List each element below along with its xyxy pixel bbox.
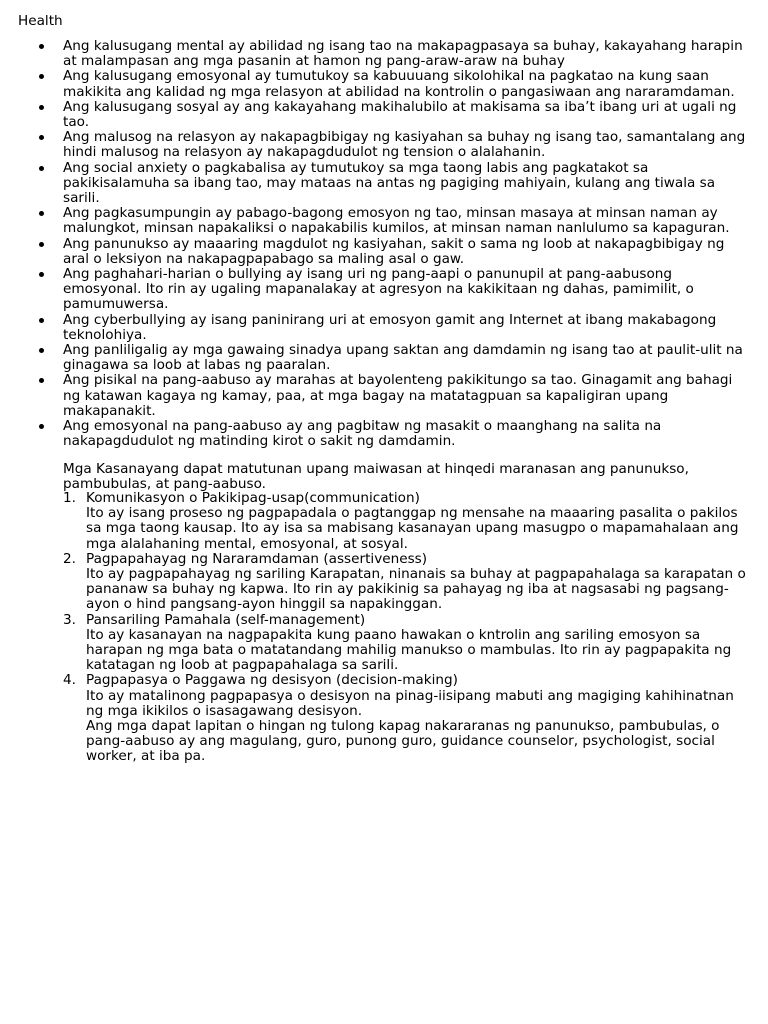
skill-title: Pagpapahayag ng Nararamdaman (assertiveness) [86, 550, 428, 567]
skill-description: Ito ay pagpapahayag ng sariling Karapatan, ninanais sa buhay at pagpapahalaga sa karapatan o pananaw sa buhay ng kapwa. Ito rin ay pakikinig sa pahayag ng iba at nagsasabi ng pagsang-ayon o hind pangsang-ayon hinggil sa napakinggan. [86, 566, 746, 613]
list-item: Ang panunukso ay maaaring magdulot ng kasiyahan, sakit o sama ng loob at nakapagbibigay ng aral o leksiyon na nakapagpapabago sa maling asal o gaw. [63, 237, 753, 267]
skill-title: Pagpapasya o Paggawa ng desisyon (decision-making) [86, 672, 458, 689]
list-item: Ang pagkasumpungin ay pabago-bagong emosyon ng tao, minsan masaya at minsan naman ay malungkot, minsan napakaliksi o napakabilis kumilos, at minsan naman nanlulumo sa kapaguran. [63, 206, 753, 236]
list-item: Ang social anxiety o pagkabalisa ay tumutukoy sa mga taong labis ang pagkatakot sa pakikisalamuha sa ibang tao, may mataas na antas ng pagiging mahiyain, kulang ang tiwala sa sarili. [63, 161, 753, 207]
skill-title: Pansariling Pamahala (self-management) [86, 611, 366, 628]
list-item: Ang cyberbullying ay isang paninirang uri at emosyon gamit ang Internet at ibang makabagong teknolohiya. [63, 313, 753, 343]
list-item: Ang pisikal na pang-aabuso ay marahas at bayolenteng pakikitungo sa tao. Ginagamit ang bahagi ng katawan kagaya ng kamay, paa, at mga bagay na matatagpuan sa kapaligiran upang makapanakit. [63, 373, 753, 419]
skill-description: Ito ay matalinong pagpapasya o desisyon na pinag-iisipang mabuti ang magiging kahihinatnan ng mga ikikilos o isasagawang desisyon. [86, 687, 734, 719]
list-item: Ang kalusugang sosyal ay ang kakayahang makihalubilo at makisama sa iba’t ibang uri at ugali ng tao. [63, 100, 753, 130]
list-item: Ang panliligalig ay mga gawaing sinadya upang saktan ang damdamin ng isang tao at paulit-ulit na ginagawa sa loob at labas ng paaralan. [63, 343, 753, 373]
help-contacts-note: Ang mga dapat lapitan o hingan ng tulong kapag nakararanas ng panunukso, pambubulas, o pang-aabuso ay ang magulang, guro, punong guro, guidance counselor, psychologist, social worker, at iba pa. [86, 718, 720, 765]
skill-item [63, 613, 753, 674]
skill-number: 1. [63, 490, 76, 506]
skill-description: Ito ay isang proseso ng pagpapadala o pagtanggap ng mensahe na maaaring pasalita o pakilos sa mga taong kausap. Ito ay isa sa mabisang kasanayan upang masugpo o mapamahalaan ang mga alalahaning mental, emosyonal, at sosyal. [86, 505, 739, 552]
skill-number: 2. [63, 550, 76, 567]
skill-title: Komunikasyon o Pakikipag-usap(communication) [86, 490, 420, 506]
skill-description: Ito ay kasanayan na nagpapakita kung paano hawakan o kntrolin ang sariling emosyon sa harapan ng mga bata o matatandang mahilig manukso o mambulas. Ito rin ay pagpapakita ng katatagan ng loob at pagpapahalaga sa sarili. [86, 626, 732, 674]
skill-item [63, 491, 753, 552]
definitions-list [63, 39, 753, 449]
list-item: Ang malusog na relasyon ay nakapagbibigay ng kasiyahan sa buhay ng isang tao, samantalang ang hindi malusog na relasyon ay nakapagdudulot ng tension o alalahanin. [63, 130, 753, 160]
document-title: Health [18, 13, 63, 29]
skills-intro: Mga Kasanayang dapat matutunan upang maiwasan at hinqedi maranasan ang panunukso, pambubulas, at pang-aabuso. [63, 461, 689, 493]
list-item: Ang paghahari-harian o bullying ay isang uri ng pang-aapi o panunupil at pang-aabusong emosyonal. Ito rin ay ugaling mapanalakay at agresyon na kakikitaan ng dahas, pamimilit, o pamumuwersa. [63, 267, 753, 313]
skill-number: 3. [63, 611, 76, 628]
list-item: Ang kalusugang emosyonal ay tumutukoy sa kabuuuang sikolohikal na pagkatao na kung saan makikita ang kalidad ng mga relasyon at abilidad na kontrolin o pangasiwaan ang nararamdaman. [63, 69, 753, 99]
skills-list [63, 491, 753, 765]
skill-item [63, 552, 753, 613]
list-item: Ang emosyonal na pang-aabuso ay ang pagbitaw ng masakit o maanghang na salita na nakapagdudulot ng matinding kirot o sakit ng damdamin. [63, 419, 753, 449]
skill-item [63, 673, 753, 764]
skill-number: 4. [63, 672, 76, 689]
list-item: Ang kalusugang mental ay abilidad ng isang tao na makapagpasaya sa buhay, kakayahang harapin at malampasan ang mga pasanin at hamon ng pang-araw-araw na buhay [63, 39, 753, 69]
